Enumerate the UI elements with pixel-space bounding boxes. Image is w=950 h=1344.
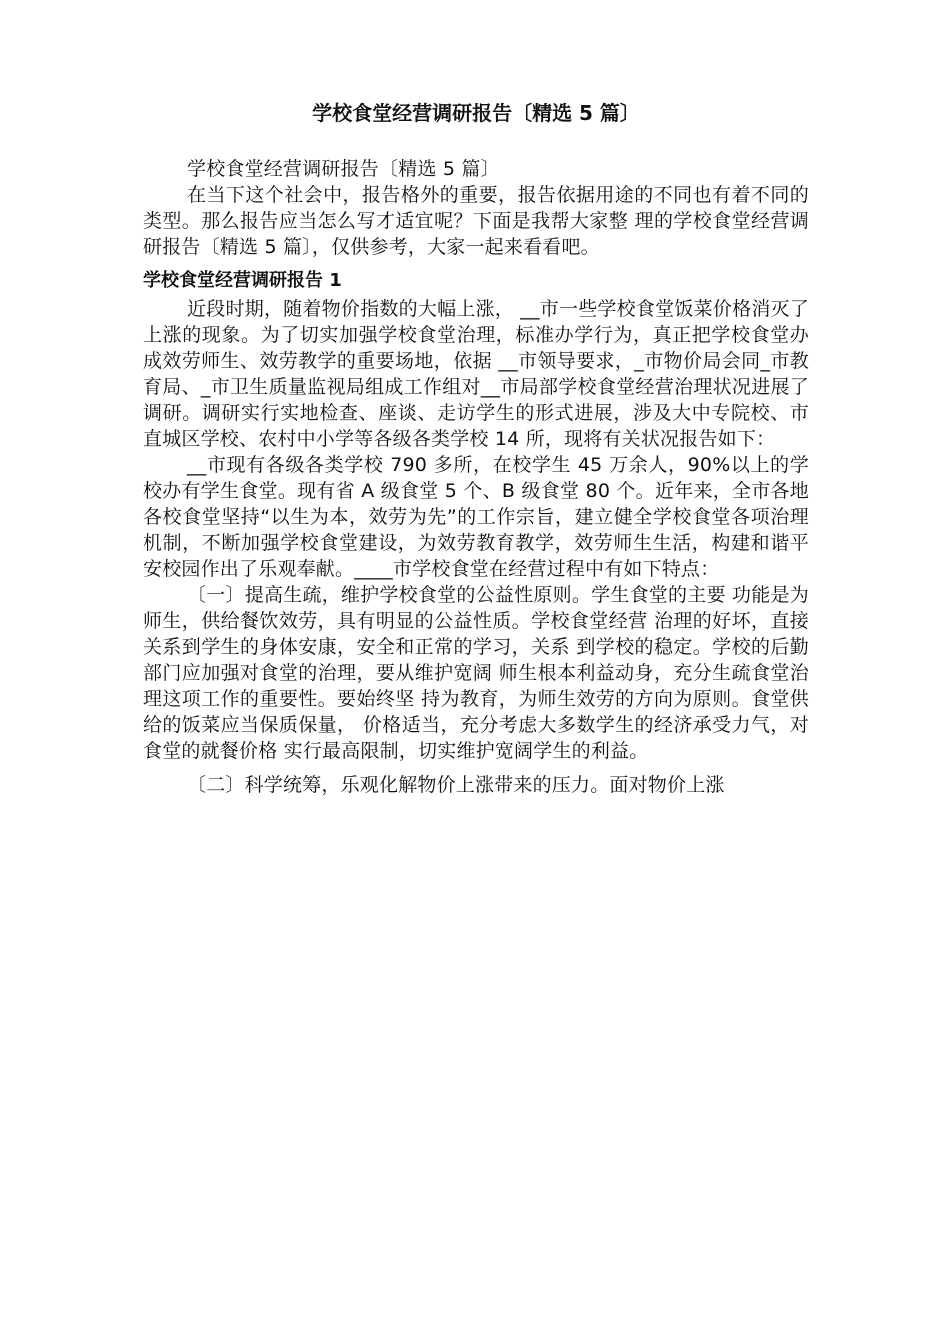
document-page [143,98,809,798]
intro-paragraph: 在当下这个社会中，报告格外的重要，报告依据用途的不同也有着不同的类型。那么报告应当怎么写才适宜呢？下面是我帮大家整 理的学校食堂经营调研报告〔精选 5 篇〕，仅供参考，大家一起来看看吧。 [143,184,809,258]
paragraph-2: __市现有各级各类学校 790 多所，在校学生 45 万余人，90%以上的学校办有学生食堂。现有省 A 级食堂 5 个、B 级食堂 80 个。近年来，全市各地各校食堂坚持“以生为本，效劳为先”的工作宗旨，建立健全学校食堂各项治理机制，不断加强学校食堂建设，为效劳教育教学，效劳师生生活，构建和谐平安校园作出了乐观奉献。____市学校食堂在经营过程中有如下特点： [143,454,809,580]
paragraph-4: 〔二〕科学统筹，乐观化解物价上涨带来的压力。面对物价上涨 [187,774,725,796]
document-title: 学校食堂经营调研报告〔精选 5 篇〕 [312,101,640,125]
paragraph-1: 近段时期，随着物价指数的大幅上涨， __市一些学校食堂饭菜价格消灭了上涨的现象。为了切实加强学校食堂治理，标准办学行为，真正把学校食堂办成效劳师生、效劳教学的重要场地，依据 __市领导要求，_市物价局会同_市教育局、_市卫生质量监视局组成工作组对__市局部学校食堂经营治理状况进展了调研。调研实行实地检查、座谈、走访学生的形式进展，涉及大中专院校、市直城区学校、农村中小学等各级各类学校 14 所，现将有关状况报告如下： [143,298,809,450]
paragraph-3: 〔一〕提高生疏，维护学校食堂的公益性原则。学生食堂的主要 功能是为师生，供给餐饮效劳，具有明显的公益性质。学校食堂经营 治理的好坏，直接关系到学生的身体安康，安全和正常的学习，关系 到学校的稳定。学校的后勤部门应加强对食堂的治理，要从维护宽阔 师生根本利益动身，充分生疏食堂治理这项工作的重要性。要始终坚 持为教育，为师生效劳的方向为原则。食堂供给的饭菜应当保质保量， 价格适当，充分考虑大多数学生的经济承受力气，对食堂的就餐价格 实行最高限制，切实维护宽阔学生的利益。 [143,584,809,762]
section-heading-1: 学校食堂经营调研报告 1 [143,270,342,291]
document-subtitle: 学校食堂经营调研报告〔精选 5 篇〕 [187,158,500,180]
